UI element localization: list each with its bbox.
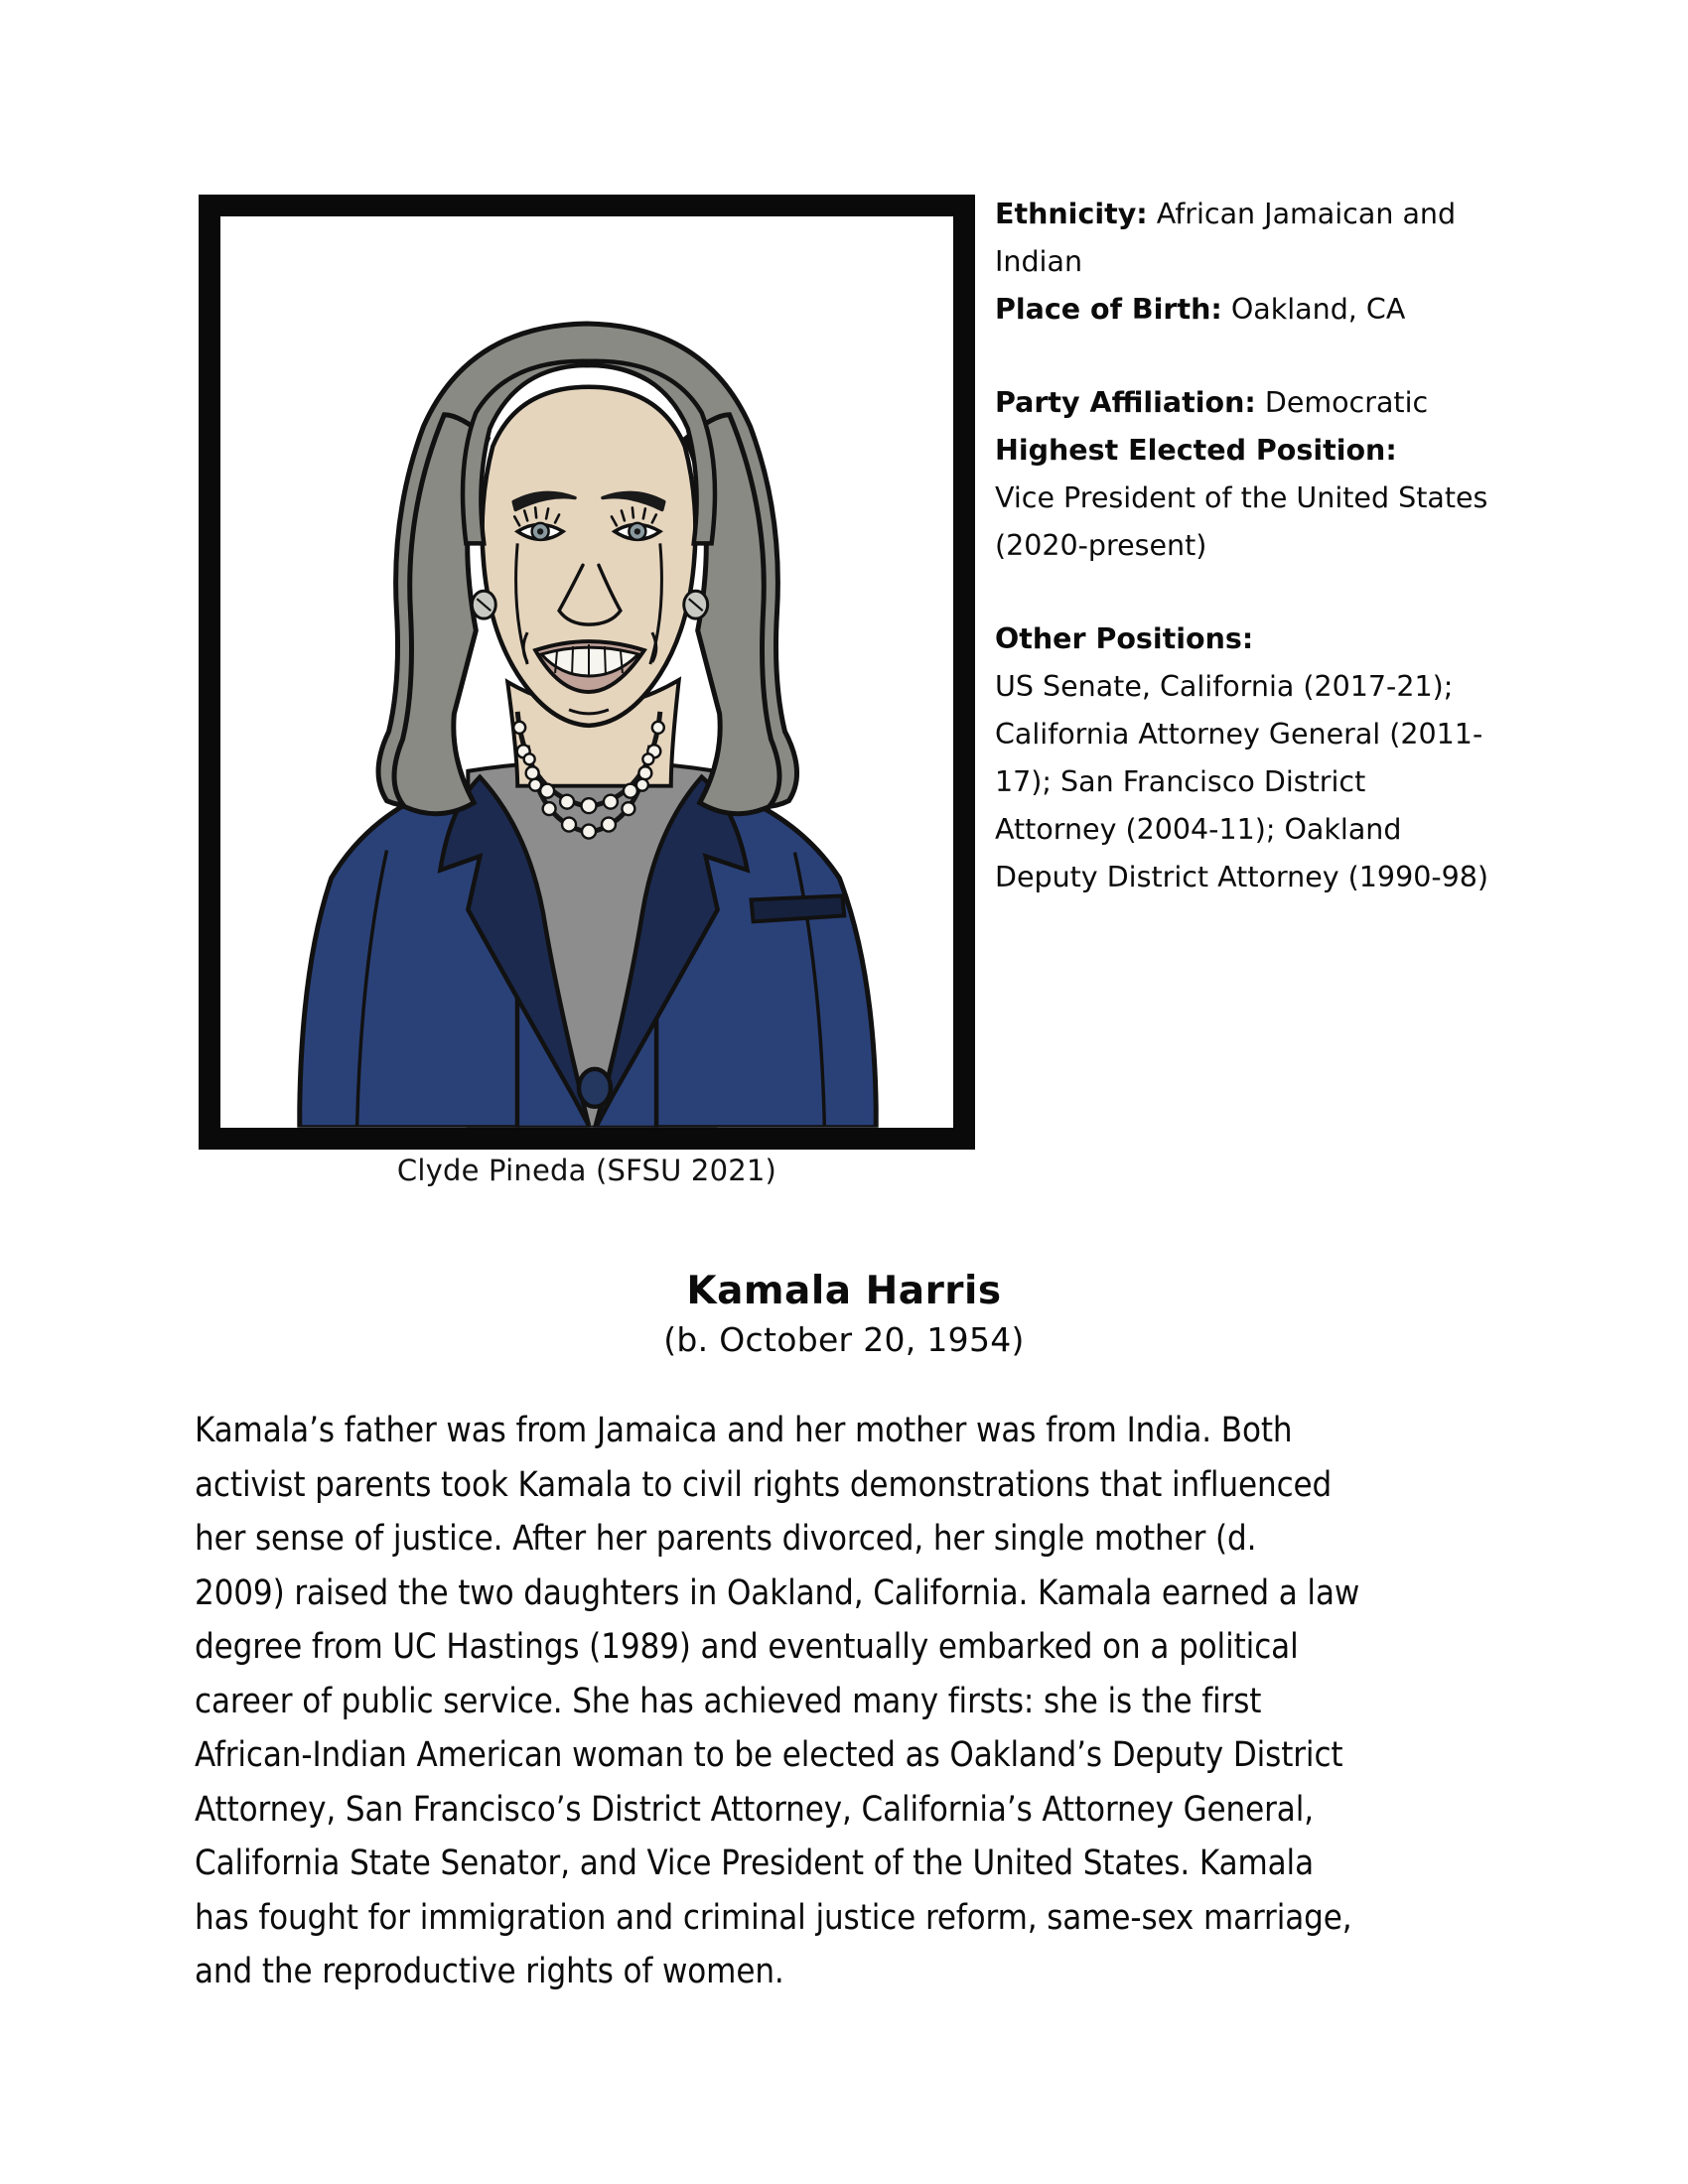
- fact-ethnicity-value: African Jamaican and Indian: [995, 198, 1457, 278]
- fact-place-of-birth: [995, 286, 1491, 334]
- fact-ethnicity-label: Ethnicity:: [995, 198, 1148, 230]
- fact-ethnicity: [995, 191, 1491, 286]
- fact-party-affiliation-label: Party Affiliation:: [995, 386, 1256, 419]
- biography-line: and the reproductive rights of women.: [195, 1952, 784, 1991]
- fact-list: [995, 191, 1491, 901]
- fact-party-affiliation: [995, 379, 1491, 427]
- biography-line: career of public service. She has achieved many firsts: she is the first: [195, 1681, 1262, 1721]
- biography-line: African-Indian American woman to be elected as Oakland’s Deputy District: [195, 1735, 1343, 1775]
- fact-place-of-birth-value: Oakland, CA: [1230, 293, 1406, 326]
- fact-highest-elected-position-value: Vice President of the United States (2020-present): [995, 481, 1488, 562]
- birth-date-subtitle: (b. October 20, 1954): [663, 1320, 1025, 1359]
- portrait-image: [220, 216, 953, 1128]
- biography-line: has fought for immigration and criminal justice reform, same-sex marriage,: [195, 1897, 1352, 1938]
- fact-other-positions-label: Other Positions:: [995, 622, 1254, 655]
- fact-spacer-1: [995, 334, 1491, 379]
- fact-highest-elected-position-label: Highest Elected Position:: [995, 434, 1397, 467]
- biography-paragraph: [195, 1404, 1476, 1999]
- biography-line: degree from UC Hastings (1989) and eventually embarked on a political: [195, 1627, 1299, 1667]
- biography-line: California State Senator, and Vice President of the United States. Kamala: [195, 1843, 1314, 1883]
- fact-other-positions: [995, 615, 1491, 901]
- fact-place-of-birth-label: Place of Birth:: [995, 293, 1222, 326]
- biography-line: 2009) raised the two daughters in Oakland, California. Kamala earned a law: [195, 1572, 1360, 1613]
- portrait-caption: Clyde Pineda (SFSU 2021): [396, 1154, 777, 1187]
- fact-other-positions-value: US Senate, California (2017-21); California Attorney General (2011-17); San Francisco District Attorney (2004-11); Oakland Deputy District Attorney (1990-98): [995, 670, 1488, 893]
- biography-line: activist parents took Kamala to civil rights demonstrations that influenced: [195, 1464, 1333, 1505]
- fact-highest-elected-position: [995, 427, 1491, 570]
- kamala-harris-illustration: [220, 216, 953, 1128]
- fact-party-affiliation-value: Democratic: [1264, 386, 1429, 419]
- biography-line: Attorney, San Francisco’s District Attorney, California’s Attorney General,: [195, 1789, 1314, 1830]
- fact-spacer-2: [995, 570, 1491, 615]
- portrait-frame: [199, 195, 975, 1150]
- biography-line: Kamala’s father was from Jamaica and her mother was from India. Both: [195, 1411, 1293, 1450]
- page-title: Kamala Harris: [686, 1269, 1002, 1313]
- biography-line: her sense of justice. After her parents divorced, her single mother (d.: [195, 1519, 1257, 1559]
